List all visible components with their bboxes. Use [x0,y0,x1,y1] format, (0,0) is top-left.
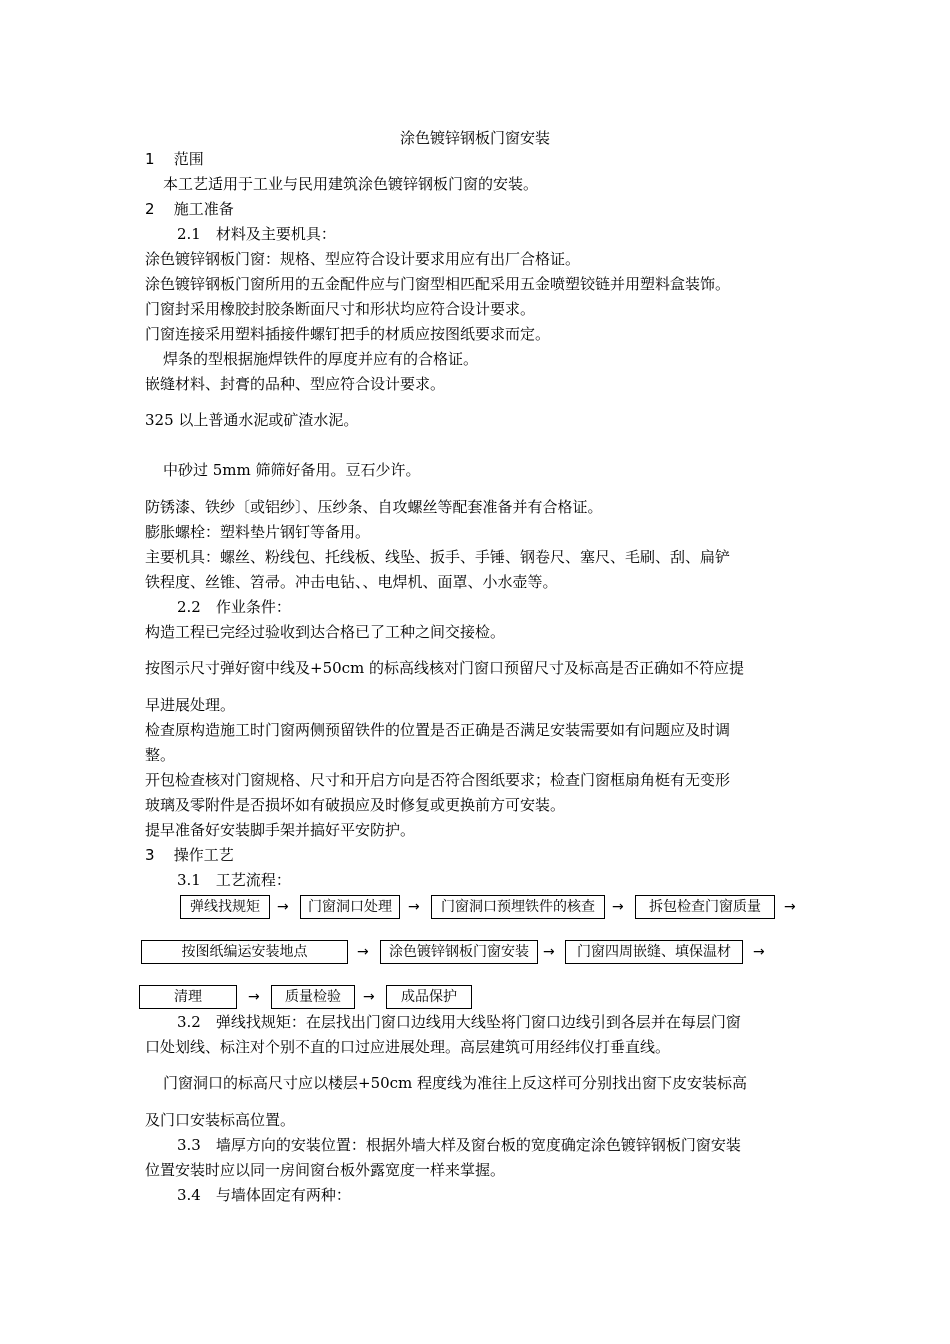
paragraph: 本工艺适用于工业与民用建筑涂色镀锌钢板门窗的安装。 [163,175,539,193]
flow-step: 清理 [139,985,237,1009]
paragraph: 整。 [145,746,176,764]
paragraph: 玻璃及零附件是否损坏如有破损应及时修复或更换前方可安装。 [145,796,566,814]
section-2-heading [145,199,234,219]
subsection-heading: 2.2 作业条件： [177,598,291,616]
paragraph: 中砂过 5mm 筛筛好备用。豆石少许。 [163,461,421,479]
paragraph: 按图示尺寸弹好窗中线及+50cm 的标高线核对门窗口预留尺寸及标高是否正确如不符应提 [145,659,745,677]
flow-arrow: → [248,989,260,1005]
paragraph: 膨胀螺栓：塑料垫片钢钉等备用。 [145,523,371,541]
paragraph: 涂色镀锌钢板门窗所用的五金配件应与门窗型相匹配采用五金喷塑铰链并用塑料盒装饰。 [145,275,731,293]
flow-arrow: → [612,899,624,915]
paragraph: 门窗封采用橡胶封胶条断面尺寸和形状均应符合设计要求。 [145,300,536,318]
subsection-heading: 2.1 材料及主要机具： [177,225,336,243]
paragraph: 3.3 墙厚方向的安装位置：根据外墙大样及窗台板的宽度确定涂色镀锌钢板门窗安装 [177,1136,741,1154]
flow-arrow: → [753,944,765,960]
paragraph: 检查原构造施工时门窗两侧预留铁件的位置是否正确是否满足安装需要如有问题应及时调 [145,721,731,739]
flow-step: 按图纸编运安装地点 [141,940,348,964]
paragraph: 嵌缝材料、封膏的品种、型应符合设计要求。 [145,375,446,393]
paragraph: 位置安装时应以同一房间窗台板外露宽度一样来掌握。 [145,1161,506,1179]
paragraph: 口处划线、标注对个别不直的口过应进展处理。高层建筑可用经纬仪打垂直线。 [145,1038,671,1056]
paragraph: 铁程度、丝锥、笤帚。冲击电钻、、电焊机、面罩、小水壶等。 [145,573,558,591]
paragraph: 构造工程已完经过验收到达合格已了工种之间交接检。 [145,623,506,641]
paragraph: 门窗连接采用塑料插接件螺钉把手的材质应按图纸要求而定。 [145,325,551,343]
flow-step: 门窗四周嵌缝、填保温材 [565,940,743,964]
flow-step: 门窗洞口预埋铁件的核查 [431,895,605,919]
subsection-heading: 3.1 工艺流程： [177,871,291,889]
paragraph: 325 以上普通水泥或矿渣水泥。 [145,411,359,429]
section-title: 范围 [173,150,204,168]
flow-step: 成品保护 [386,985,472,1009]
paragraph: 涂色镀锌钢板门窗：规格、型应符合设计要求用应有出厂合格证。 [145,250,581,268]
flow-step: 拆包检查门窗质量 [635,895,775,919]
flow-step: 门窗洞口处理 [300,895,400,919]
flow-arrow: → [357,944,369,960]
flow-arrow: → [363,989,375,1005]
paragraph: 防锈漆、铁纱〔或铝纱〕、压纱条、自攻螺丝等配套准备并有合格证。 [145,498,603,516]
flow-arrow: → [277,899,289,915]
paragraph: 早进展处理。 [145,696,236,714]
section-3-heading [145,845,234,865]
section-title: 操作工艺 [173,846,234,864]
section-number: 1 [145,150,155,168]
flow-arrow: → [408,899,420,915]
section-number: 2 [145,200,155,218]
document-title: 涂色镀锌钢板门窗安装 [399,129,550,147]
paragraph: 提早准备好安装脚手架并搞好平安防护。 [145,821,416,839]
paragraph: 焊条的型根据施焊铁件的厚度并应有的合格证。 [163,350,479,368]
paragraph: 3.4 与墙体固定有两种： [177,1186,351,1204]
paragraph: 开包检查核对门窗规格、尺寸和开启方向是否符合图纸要求；检查门窗框扇角梃有无变形 [145,771,731,789]
section-title: 施工准备 [173,200,234,218]
section-1-heading [145,149,204,169]
paragraph: 及门口安装标高位置。 [145,1111,296,1129]
paragraph: 门窗洞口的标高尺寸应以楼层+50cm 程度线为准往上反这样可分别找出窗下皮安装标高 [163,1074,748,1092]
flow-arrow: → [784,899,796,915]
paragraph: 主要机具：螺丝、粉线包、托线板、线坠、扳手、手锤、钢卷尺、塞尺、毛刷、刮、扁铲 [145,548,731,566]
section-number: 3 [145,846,155,864]
flow-step: 质量检验 [271,985,355,1009]
flow-step: 弹线找规矩 [180,895,270,919]
flow-arrow: → [543,944,555,960]
flow-step: 涂色镀锌钢板门窗安装 [380,940,538,964]
paragraph: 3.2 弹线找规矩：在层找出门窗口边线用大线坠将门窗口边线引到各层并在每层门窗 [177,1013,741,1031]
